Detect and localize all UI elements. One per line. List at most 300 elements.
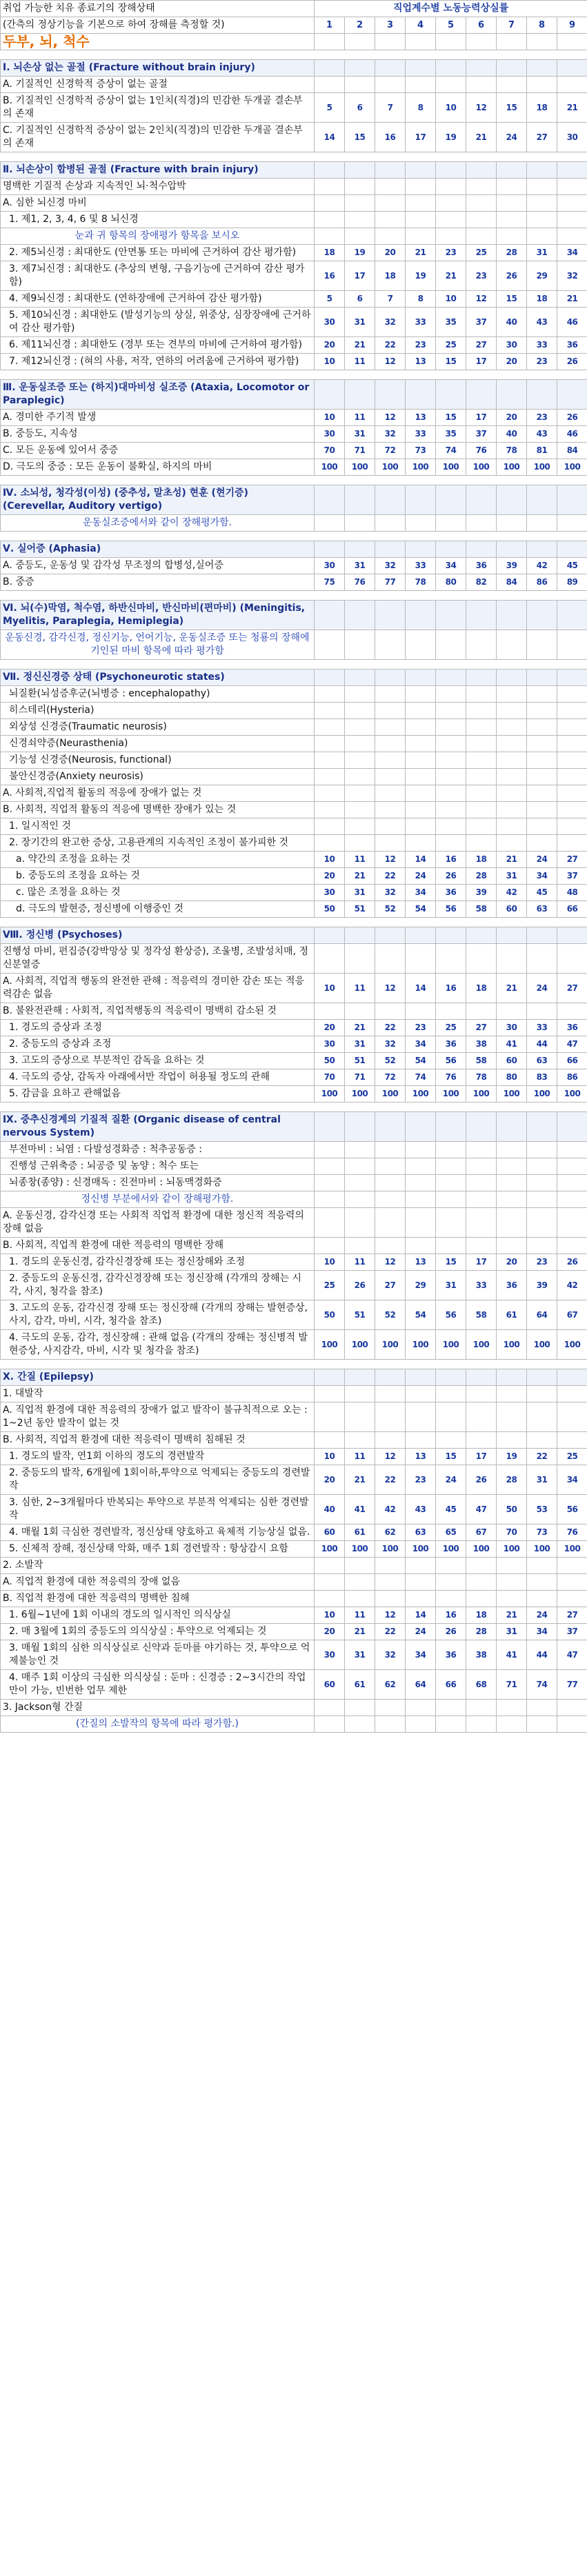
rating-value-cell xyxy=(436,736,466,752)
rating-value-cell: 100 xyxy=(466,1086,497,1103)
rating-value-cell: 40 xyxy=(497,308,527,337)
rating-value-cell xyxy=(436,1716,466,1733)
rating-value-cell xyxy=(497,1432,527,1449)
rating-value-cell: 11 xyxy=(345,1607,375,1624)
rating-value-cell: 30 xyxy=(315,1036,345,1053)
rating-value-cell xyxy=(436,179,466,195)
rating-value-cell: 10 xyxy=(315,354,345,370)
table-row xyxy=(1,1158,587,1175)
rating-value-cell xyxy=(466,736,497,752)
rating-value-cell: 42 xyxy=(497,885,527,901)
header-occupation-title: 직업계수별 노동능력상실률 xyxy=(315,1,587,17)
rating-value-cell: 76 xyxy=(466,443,497,459)
rating-value-cell: 35 xyxy=(436,308,466,337)
rating-value-cell: 20 xyxy=(497,354,527,370)
rating-value-cell: 46 xyxy=(557,308,587,337)
rating-value-cell xyxy=(345,60,375,77)
table-row xyxy=(1,1495,587,1525)
rating-value-cell xyxy=(436,34,466,50)
rating-value-cell xyxy=(375,212,406,228)
rating-value-cell: 77 xyxy=(375,574,406,591)
rating-value-cell: 28 xyxy=(466,1624,497,1640)
rating-value-cell xyxy=(406,719,436,736)
rating-value-cell xyxy=(345,630,375,660)
rating-value-cell xyxy=(436,835,466,852)
rating-value-cell: 29 xyxy=(406,1271,436,1300)
rating-value-cell xyxy=(315,541,345,558)
rating-value-cell: 13 xyxy=(406,354,436,370)
rating-value-cell xyxy=(375,162,406,179)
note-row xyxy=(1,1191,587,1208)
rating-value-cell: 30 xyxy=(315,1640,345,1670)
rating-value-cell: 13 xyxy=(406,1254,436,1271)
table-row xyxy=(1,1670,587,1700)
condition-label: c. 많은 조정을 요하는 것 xyxy=(1,885,315,901)
rating-value-cell xyxy=(375,736,406,752)
rating-value-cell xyxy=(345,380,375,410)
rating-value-cell xyxy=(466,1386,497,1402)
rating-value-cell: 44 xyxy=(527,1640,557,1670)
section-heading: Ⅹ. 간질 (Epilepsy) xyxy=(1,1369,315,1386)
rating-value-cell xyxy=(527,1591,557,1607)
rating-value-cell xyxy=(406,686,436,703)
rating-value-cell: 61 xyxy=(345,1525,375,1541)
rating-value-cell: 38 xyxy=(466,1036,497,1053)
rating-value-cell: 26 xyxy=(436,1624,466,1640)
rating-value-cell xyxy=(375,944,406,974)
rating-value-cell: 25 xyxy=(436,1020,466,1036)
rating-value-cell: 17 xyxy=(466,1449,497,1465)
rating-value-cell: 24 xyxy=(497,123,527,152)
note-row xyxy=(1,1716,587,1733)
rating-value-cell: 24 xyxy=(406,1624,436,1640)
rating-value-cell xyxy=(345,1716,375,1733)
rating-value-cell: 14 xyxy=(406,852,436,868)
rating-value-cell: 39 xyxy=(466,885,497,901)
rating-value-cell xyxy=(436,1369,466,1386)
note-row xyxy=(1,515,587,532)
rating-value-cell xyxy=(406,802,436,818)
condition-label: d. 극도의 발현증, 정신병에 이행중인 것 xyxy=(1,901,315,918)
rating-value-cell: 100 xyxy=(497,459,527,476)
rating-value-cell xyxy=(375,802,406,818)
rating-value-cell: 51 xyxy=(345,1300,375,1330)
rating-value-cell: 36 xyxy=(557,1020,587,1036)
rating-value-cell: 100 xyxy=(345,1086,375,1103)
rating-value-cell xyxy=(345,1208,375,1238)
table-row xyxy=(1,1330,587,1360)
rating-value-cell: 40 xyxy=(315,1495,345,1525)
rating-value-cell: 10 xyxy=(315,852,345,868)
rating-value-cell xyxy=(557,785,587,802)
rating-value-cell: 33 xyxy=(406,308,436,337)
rating-value-cell: 26 xyxy=(557,354,587,370)
rating-value-cell xyxy=(345,736,375,752)
rating-value-cell: 100 xyxy=(345,1330,375,1360)
rating-value-cell: 27 xyxy=(557,852,587,868)
rating-value-cell: 31 xyxy=(345,885,375,901)
rating-value-cell: 100 xyxy=(527,1330,557,1360)
rating-value-cell: 86 xyxy=(557,1069,587,1086)
spacer-cell xyxy=(1,532,587,541)
section-heading-row xyxy=(1,485,587,515)
rating-value-cell xyxy=(436,1142,466,1158)
rating-value-cell: 47 xyxy=(557,1640,587,1670)
rating-value-cell xyxy=(406,1432,436,1449)
rating-value-cell: 71 xyxy=(345,443,375,459)
rating-value-cell xyxy=(406,736,436,752)
rating-value-cell xyxy=(345,1402,375,1432)
rating-value-cell xyxy=(557,1432,587,1449)
rating-value-cell: 60 xyxy=(315,1525,345,1541)
rating-value-cell xyxy=(406,485,436,515)
rating-value-cell: 26 xyxy=(557,1254,587,1271)
rating-value-cell xyxy=(527,835,557,852)
rating-value-cell: 77 xyxy=(557,1670,587,1700)
rating-value-cell xyxy=(436,927,466,944)
rating-value-cell xyxy=(557,752,587,769)
rating-value-cell xyxy=(315,162,345,179)
section-heading: Ⅷ. 정신병 (Psychoses) xyxy=(1,927,315,944)
rating-value-cell xyxy=(345,944,375,974)
section-heading-row xyxy=(1,60,587,77)
rating-value-cell: 36 xyxy=(466,558,497,574)
rating-value-cell xyxy=(497,1158,527,1175)
condition-label: 2. 제5뇌신경 : 최대한도 (안면통 또는 마비에 근거하여 감산 평가함) xyxy=(1,245,315,261)
rating-value-cell xyxy=(345,818,375,835)
rating-value-cell xyxy=(557,1158,587,1175)
rating-value-cell: 34 xyxy=(527,868,557,885)
rating-value-cell: 21 xyxy=(497,974,527,1003)
rating-value-cell: 31 xyxy=(527,1465,557,1495)
rating-value-cell xyxy=(375,1716,406,1733)
section-heading: Ⅴ. 실어증 (Aphasia) xyxy=(1,541,315,558)
rating-value-cell xyxy=(375,785,406,802)
rating-value-cell xyxy=(436,77,466,93)
table-row xyxy=(1,354,587,370)
condition-label: A. 운동신경, 감각신경 또는 사회적 직업적 환경에 대한 정신적 적응력의 장해 없음 xyxy=(1,1208,315,1238)
rating-value-cell: 10 xyxy=(315,1254,345,1271)
rating-value-cell xyxy=(375,1591,406,1607)
note-row xyxy=(1,228,587,245)
rating-value-cell xyxy=(497,228,527,245)
rating-value-cell: 45 xyxy=(557,558,587,574)
table-row xyxy=(1,1271,587,1300)
rating-value-cell: 63 xyxy=(527,901,557,918)
rating-value-cell xyxy=(497,1700,527,1716)
rating-value-cell xyxy=(557,944,587,974)
rating-value-cell xyxy=(466,752,497,769)
rating-value-cell: 100 xyxy=(436,1086,466,1103)
rating-value-cell: 45 xyxy=(436,1495,466,1525)
rating-value-cell xyxy=(497,77,527,93)
rating-value-cell xyxy=(466,719,497,736)
rating-value-cell xyxy=(315,1003,345,1020)
rating-value-cell xyxy=(466,1369,497,1386)
rating-value-cell xyxy=(436,228,466,245)
condition-label: 3. Jackson형 간질 xyxy=(1,1700,315,1716)
rating-value-cell: 76 xyxy=(345,574,375,591)
condition-label: 3. 고도의 증상으로 부분적인 감독을 요하는 것 xyxy=(1,1053,315,1069)
condition-label: A. 직업적 환경에 대한 적응력의 장애가 없고 발작이 불규칙적으로 오는 : 1~2년 동안 발작이 없는 것 xyxy=(1,1402,315,1432)
rating-value-cell xyxy=(436,60,466,77)
rating-value-cell xyxy=(497,212,527,228)
rating-value-cell xyxy=(466,1591,497,1607)
rating-value-cell xyxy=(466,380,497,410)
rating-value-cell: 10 xyxy=(315,974,345,1003)
rating-value-cell: 22 xyxy=(375,1624,406,1640)
rating-value-cell: 65 xyxy=(436,1525,466,1541)
rating-value-cell: 25 xyxy=(315,1271,345,1300)
rating-value-cell: 17 xyxy=(406,123,436,152)
rating-value-cell xyxy=(557,1386,587,1402)
rating-value-cell xyxy=(466,1700,497,1716)
table-row xyxy=(1,93,587,123)
rating-value-cell xyxy=(406,1386,436,1402)
rating-value-cell xyxy=(557,1402,587,1432)
rating-value-cell xyxy=(406,703,436,719)
rating-value-cell xyxy=(527,703,557,719)
rating-value-cell xyxy=(466,769,497,785)
rating-value-cell: 15 xyxy=(497,291,527,308)
rating-value-cell: 21 xyxy=(406,245,436,261)
rating-value-cell xyxy=(406,1716,436,1733)
rating-value-cell xyxy=(557,195,587,212)
note-text: 눈과 귀 항목의 장애평가 항목을 보시오 xyxy=(1,228,315,245)
rating-value-cell xyxy=(466,1574,497,1591)
rating-value-cell xyxy=(557,835,587,852)
condition-label: 1. 제1, 2, 3, 4, 6 및 8 뇌신경 xyxy=(1,212,315,228)
rating-value-cell xyxy=(527,670,557,686)
rating-value-cell: 36 xyxy=(436,885,466,901)
rating-value-cell: 5 xyxy=(315,93,345,123)
condition-label: 4. 매주 1회 이상의 극심한 의식상실 : 둔마 : 신경증 : 2~3시간의 작업만이 가능, 빈번한 업무 제한 xyxy=(1,1670,315,1700)
condition-label: 진행성 근위축증 : 뇌공증 및 농양 : 척수 또는 xyxy=(1,1158,315,1175)
rating-value-cell xyxy=(375,380,406,410)
rating-value-cell: 32 xyxy=(375,1036,406,1053)
rating-value-cell: 80 xyxy=(436,574,466,591)
rating-value-cell: 30 xyxy=(315,426,345,443)
table-row xyxy=(1,212,587,228)
table-row xyxy=(1,195,587,212)
rating-value-cell xyxy=(375,485,406,515)
rating-value-cell xyxy=(527,1238,557,1254)
rating-value-cell xyxy=(527,60,557,77)
rating-value-cell xyxy=(406,541,436,558)
rating-value-cell xyxy=(527,719,557,736)
rating-value-cell: 56 xyxy=(436,1300,466,1330)
condition-label: B. 중증 xyxy=(1,574,315,591)
rating-value-cell: 34 xyxy=(406,885,436,901)
rating-value-cell: 16 xyxy=(436,852,466,868)
rating-value-cell: 70 xyxy=(315,443,345,459)
rating-value-cell: 34 xyxy=(557,245,587,261)
rating-value-cell: 17 xyxy=(345,261,375,291)
rating-value-cell xyxy=(315,927,345,944)
rating-value-cell: 21 xyxy=(345,1020,375,1036)
condition-label: B. 사회적, 직업적 환경에 대한 적응력이 명백히 침해된 것 xyxy=(1,1432,315,1449)
rating-value-cell xyxy=(527,179,557,195)
rating-value-cell: 68 xyxy=(466,1670,497,1700)
rating-value-cell: 60 xyxy=(315,1670,345,1700)
rating-value-cell xyxy=(345,1432,375,1449)
rating-value-cell xyxy=(527,1386,557,1402)
table-row xyxy=(1,291,587,308)
note-text: 운동신경, 감각신경, 정신기능, 언어기능, 운동실조증 또는 청룡의 장해에 기인된 마비 항목에 따라 평가함 xyxy=(1,630,315,660)
rating-value-cell xyxy=(315,1175,345,1191)
rating-value-cell xyxy=(497,1716,527,1733)
header-occupation-number: 3 xyxy=(375,17,406,34)
rating-value-cell: 74 xyxy=(406,1069,436,1086)
section-heading-row xyxy=(1,541,587,558)
condition-label: 2. 중등도의 증상과 조정 xyxy=(1,1036,315,1053)
rating-value-cell xyxy=(527,380,557,410)
condition-label: 뇌종창(종양) : 신경매독 : 진전마비 : 뇌동맥경화증 xyxy=(1,1175,315,1191)
rating-value-cell xyxy=(497,380,527,410)
rating-value-cell xyxy=(527,736,557,752)
rating-value-cell xyxy=(315,228,345,245)
rating-value-cell xyxy=(345,686,375,703)
condition-label: B. 사회적, 직업적 환경에 대한 적응력의 명백한 장해 xyxy=(1,1238,315,1254)
rating-value-cell: 28 xyxy=(466,868,497,885)
category-title: 두부, 뇌, 척수 xyxy=(1,34,315,50)
rating-value-cell: 33 xyxy=(406,426,436,443)
rating-value-cell xyxy=(527,1191,557,1208)
rating-value-cell: 52 xyxy=(375,901,406,918)
table-row xyxy=(1,179,587,195)
rating-value-cell: 14 xyxy=(406,1607,436,1624)
rating-value-cell: 28 xyxy=(497,245,527,261)
rating-value-cell xyxy=(436,162,466,179)
rating-value-cell xyxy=(466,1003,497,1020)
rating-value-cell xyxy=(375,686,406,703)
table-row xyxy=(1,443,587,459)
condition-label: 5. 제10뇌신경 : 최대한도 (발성기능의 상실, 위중상, 심장장애에 근거하여 감산 평가함) xyxy=(1,308,315,337)
table-row xyxy=(1,245,587,261)
rating-value-cell: 76 xyxy=(436,1069,466,1086)
spacer-row xyxy=(1,660,587,670)
rating-value-cell xyxy=(497,1175,527,1191)
header-occupation-number: 5 xyxy=(436,17,466,34)
condition-label: B. 기질적인 신경학적 증상이 없는 1인치(직경)의 민감한 두개골 결손부의 존재 xyxy=(1,93,315,123)
rating-value-cell xyxy=(557,1238,587,1254)
rating-value-cell: 14 xyxy=(315,123,345,152)
rating-value-cell xyxy=(497,485,527,515)
rating-value-cell: 18 xyxy=(315,245,345,261)
rating-value-cell: 58 xyxy=(466,1053,497,1069)
section-heading: Ⅰ. 뇌손상 없는 골절 (Fracture without brain injury) xyxy=(1,60,315,77)
rating-value-cell xyxy=(406,601,436,630)
rating-value-cell: 38 xyxy=(466,1640,497,1670)
rating-value-cell: 32 xyxy=(375,558,406,574)
rating-value-cell: 11 xyxy=(345,974,375,1003)
rating-value-cell xyxy=(466,1191,497,1208)
rating-value-cell xyxy=(466,1558,497,1574)
condition-label: 5. 신체적 장해, 정신상태 악화, 매주 1회 경련발작 : 항상감시 요함 xyxy=(1,1541,315,1558)
rating-value-cell: 30 xyxy=(315,558,345,574)
rating-value-cell xyxy=(406,1112,436,1142)
table-row xyxy=(1,1558,587,1574)
rating-value-cell xyxy=(466,195,497,212)
rating-value-cell xyxy=(375,1402,406,1432)
rating-value-cell: 100 xyxy=(436,1330,466,1360)
rating-value-cell xyxy=(345,835,375,852)
rating-value-cell xyxy=(406,77,436,93)
rating-value-cell: 30 xyxy=(315,885,345,901)
table-row xyxy=(1,308,587,337)
rating-value-cell: 12 xyxy=(375,410,406,426)
rating-value-cell: 12 xyxy=(375,1449,406,1465)
rating-value-cell xyxy=(315,719,345,736)
rating-value-cell: 26 xyxy=(557,410,587,426)
rating-value-cell: 23 xyxy=(406,337,436,354)
rating-value-cell: 54 xyxy=(406,1053,436,1069)
rating-value-cell xyxy=(497,162,527,179)
rating-value-cell xyxy=(315,769,345,785)
rating-value-cell xyxy=(527,1558,557,1574)
table-row xyxy=(1,1003,587,1020)
condition-label: 명백한 기질적 손상과 지속적인 뇌·척수압박 xyxy=(1,179,315,195)
rating-value-cell: 32 xyxy=(557,261,587,291)
rating-value-cell: 46 xyxy=(557,426,587,443)
rating-value-cell: 25 xyxy=(436,337,466,354)
condition-label: 4. 극도의 증상, 감독자 아래에서만 작업이 허용될 정도의 관해 xyxy=(1,1069,315,1086)
rating-value-cell: 20 xyxy=(497,410,527,426)
rating-value-cell xyxy=(406,162,436,179)
rating-value-cell: 11 xyxy=(345,410,375,426)
rating-value-cell: 74 xyxy=(436,443,466,459)
rating-value-cell xyxy=(497,670,527,686)
rating-value-cell xyxy=(497,1558,527,1574)
rating-value-cell: 64 xyxy=(527,1300,557,1330)
category-title-row xyxy=(1,34,587,50)
rating-value-cell xyxy=(527,927,557,944)
rating-value-cell xyxy=(527,541,557,558)
table-row xyxy=(1,1700,587,1716)
condition-label: 진행성 마비, 편집증(강박망상 및 정각성 환상증), 조울병, 조발성치매, 정신분열증 xyxy=(1,944,315,974)
header-row-2 xyxy=(1,17,587,34)
table-row xyxy=(1,1525,587,1541)
rating-value-cell xyxy=(466,1112,497,1142)
rating-value-cell xyxy=(466,162,497,179)
rating-value-cell xyxy=(375,1175,406,1191)
rating-value-cell: 31 xyxy=(345,1036,375,1053)
rating-value-cell xyxy=(315,1432,345,1449)
rating-value-cell xyxy=(345,1591,375,1607)
condition-label: 1. 경도의 발작, 연1회 이하의 경도의 경련발작 xyxy=(1,1449,315,1465)
rating-value-cell: 67 xyxy=(557,1300,587,1330)
rating-value-cell xyxy=(527,1716,557,1733)
rating-value-cell xyxy=(497,195,527,212)
rating-value-cell xyxy=(406,60,436,77)
table-row xyxy=(1,1175,587,1191)
rating-value-cell xyxy=(345,228,375,245)
rating-value-cell: 100 xyxy=(497,1330,527,1360)
rating-value-cell xyxy=(557,1142,587,1158)
rating-value-cell xyxy=(345,1112,375,1142)
rating-value-cell xyxy=(436,1386,466,1402)
rating-value-cell xyxy=(315,1208,345,1238)
rating-value-cell xyxy=(406,1238,436,1254)
rating-value-cell xyxy=(375,1208,406,1238)
condition-label: B. 불완전관해 : 사회적, 직업적행동의 적응력이 명백히 감소된 것 xyxy=(1,1003,315,1020)
header-condition-title: 취업 가능한 치유 종료기의 장해상태 xyxy=(1,1,315,17)
rating-value-cell xyxy=(497,835,527,852)
rating-value-cell: 20 xyxy=(497,1254,527,1271)
condition-label: 뇌질환(뇌성증후군(뇌병증 : encephalopathy) xyxy=(1,686,315,703)
rating-value-cell: 22 xyxy=(527,1449,557,1465)
rating-value-cell: 34 xyxy=(436,558,466,574)
